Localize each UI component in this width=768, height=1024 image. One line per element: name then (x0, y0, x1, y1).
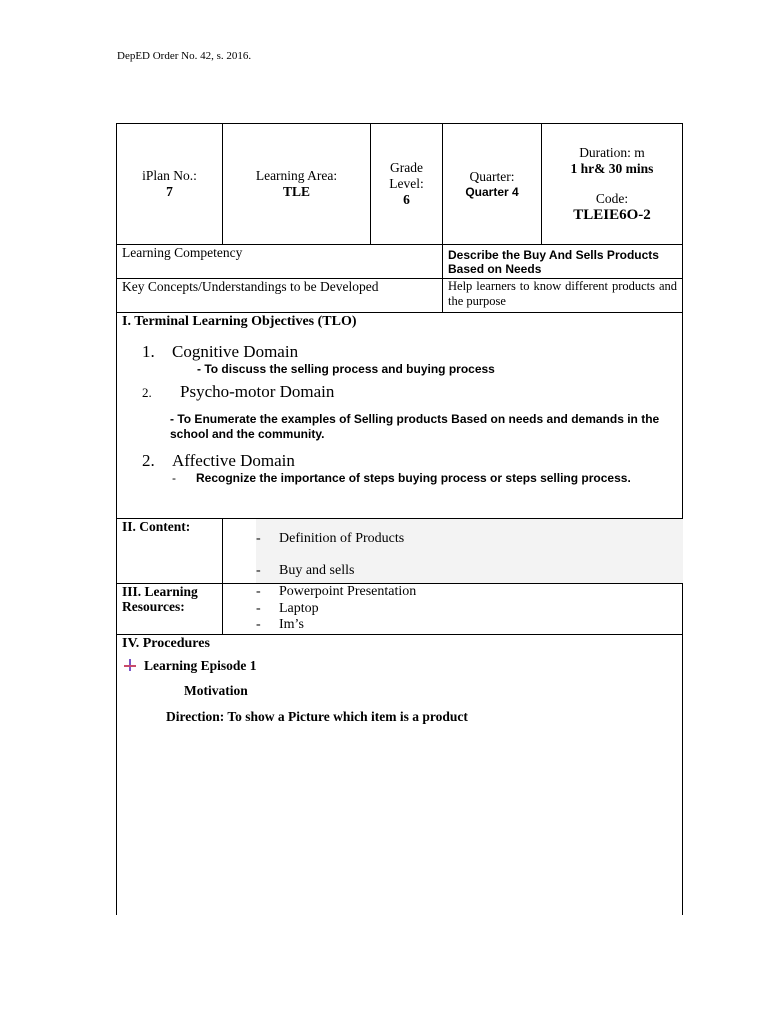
direction-text: Direction: To show a Picture which item is a product (166, 709, 468, 724)
content-list (256, 519, 683, 583)
learning-area-cell (223, 124, 371, 245)
cognitive-domain-name: Cognitive Domain (172, 342, 299, 361)
psychomotor-domain-name: Psycho-motor Domain (180, 382, 335, 401)
tlo-row (117, 313, 683, 519)
resources-label-line2: Resources: (122, 599, 185, 614)
cognitive-domain-number: 1. (142, 342, 155, 361)
grade-value: 6 (403, 192, 410, 207)
affective-domain-number: 2. (142, 451, 155, 470)
resource-item: - Im’s (256, 617, 677, 634)
cognitive-domain-heading (142, 342, 677, 362)
cognitive-domain-desc: - To discuss the selling process and buying process (197, 362, 495, 376)
content-item: - Buy and sells (256, 563, 683, 595)
lesson-plan-table (116, 123, 683, 915)
content-cell (223, 519, 683, 584)
motivation-heading: Motivation (184, 683, 248, 698)
grade-level-cell (371, 124, 443, 245)
affective-domain-heading (142, 451, 677, 471)
psychomotor-domain-number: 2. (142, 385, 152, 400)
learning-area-value: TLE (282, 184, 310, 199)
learning-episode-label: Learning Episode 1 (144, 658, 257, 673)
content-label: II. Content: (117, 519, 223, 584)
resources-cell (223, 584, 683, 635)
iplan-value: 7 (166, 184, 173, 199)
tlo-cell (117, 313, 683, 519)
psychomotor-domain-heading (142, 382, 677, 402)
content-row (117, 519, 683, 584)
key-concepts-row (117, 279, 683, 313)
competency-value: Describe the Buy And Sells Products Based on Needs (443, 245, 683, 279)
bullet-icon (124, 659, 136, 671)
learning-episode (124, 658, 677, 674)
code-value: TLEIE6O-2 (573, 206, 651, 223)
competency-row (117, 245, 683, 279)
affective-domain-dash: - (172, 471, 176, 485)
procedures-cell (117, 635, 683, 916)
document-header-note: DepED Order No. 42, s. 2016. (117, 50, 252, 62)
key-concepts-value: Help learners to know different products and the purpose (443, 279, 683, 313)
resource-item: - Laptop (256, 601, 677, 618)
iplan-label: iPlan No.: (142, 168, 197, 183)
learning-area-label: Learning Area: (255, 168, 338, 183)
resources-row (117, 584, 683, 635)
iplan-cell (117, 124, 223, 245)
key-concepts-label: Key Concepts/Understandings to be Developed (117, 279, 443, 313)
procedures-row (117, 635, 683, 916)
duration-code-cell (542, 124, 683, 245)
quarter-cell (443, 124, 542, 245)
affective-domain-desc-line (172, 471, 677, 485)
competency-label: Learning Competency (117, 245, 443, 279)
grade-label-line1: Grade (390, 160, 423, 175)
psychomotor-domain-desc: - To Enumerate the examples of Selling products Based on needs and demands in the school and the community. (170, 412, 660, 441)
duration-value: 1 hr& 30 mins (570, 160, 654, 176)
resources-label-cell (117, 584, 223, 635)
quarter-value: Quarter 4 (465, 185, 519, 199)
affective-domain-desc: Recognize the importance of steps buying process or steps selling process. (196, 471, 631, 485)
duration-label: Duration: m (579, 144, 645, 160)
tlo-title: I. Terminal Learning Objectives (TLO) (122, 314, 357, 329)
affective-domain-name: Affective Domain (172, 451, 295, 470)
resource-item: - Powerpoint Presentation (256, 584, 677, 601)
content-item: - Definition of Products (256, 531, 683, 563)
header-row (117, 124, 683, 245)
procedures-title: IV. Procedures (122, 636, 210, 651)
code-label: Code: (595, 190, 629, 206)
resources-list (228, 584, 677, 634)
resources-label-line1: III. Learning (122, 584, 198, 599)
grade-label-line2: Level: (389, 176, 424, 191)
quarter-label: Quarter: (469, 169, 515, 184)
